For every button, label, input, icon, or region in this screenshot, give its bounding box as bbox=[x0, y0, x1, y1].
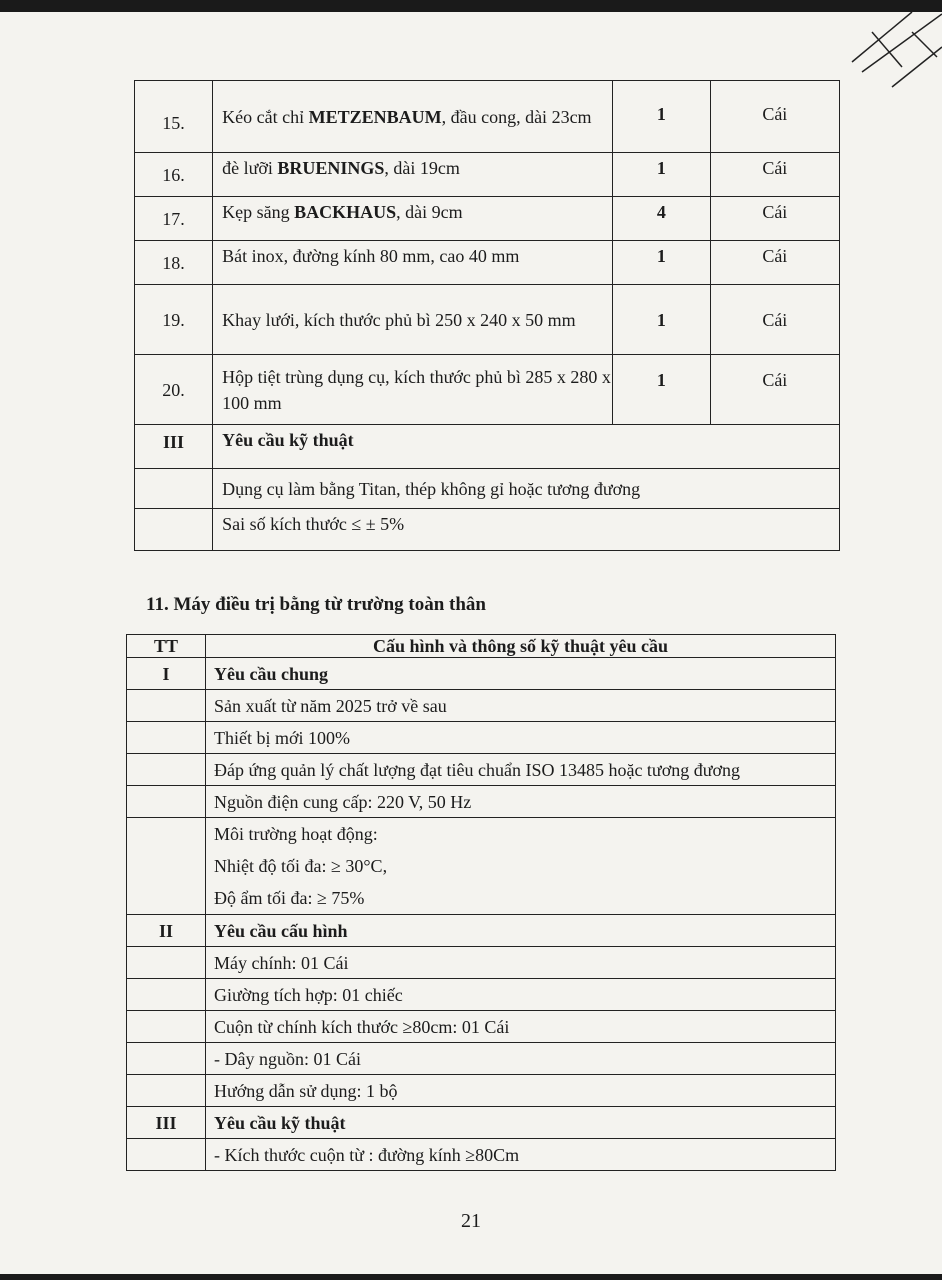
table-row bbox=[135, 355, 840, 425]
table-row bbox=[135, 241, 840, 285]
env-temperature: Nhiệt độ tối đa: ≥ 30°C, bbox=[214, 856, 388, 876]
row-number: 15. bbox=[162, 112, 185, 133]
section-row bbox=[127, 915, 836, 947]
spec-item: Nguồn điện cung cấp: 220 V, 50 Hz bbox=[206, 786, 836, 818]
column-header-no: TT bbox=[127, 635, 206, 658]
table-row bbox=[135, 285, 840, 355]
environment-spec bbox=[206, 818, 836, 915]
spec-item: - Dây nguồn: 01 Cái bbox=[206, 1043, 836, 1075]
row-quantity: 1 bbox=[613, 81, 711, 153]
table-row bbox=[135, 197, 840, 241]
row-description: Bát inox, đường kính 80 mm, cao 40 mm bbox=[213, 241, 613, 285]
table-row bbox=[127, 1043, 836, 1075]
row-quantity: 1 bbox=[613, 355, 711, 425]
row-quantity: 1 bbox=[613, 241, 711, 285]
requirement-text: Dụng cụ làm bằng Titan, thép không gỉ hoặc tương đương bbox=[213, 469, 840, 509]
spec-item: Thiết bị mới 100% bbox=[206, 722, 836, 754]
spec-item: Hướng dẫn sử dụng: 1 bộ bbox=[206, 1075, 836, 1107]
row-number: 18. bbox=[135, 241, 213, 285]
page-number: 21 bbox=[461, 1210, 481, 1232]
table-row bbox=[127, 754, 836, 786]
section-title: Yêu cầu kỹ thuật bbox=[206, 1107, 836, 1139]
document-page bbox=[0, 12, 942, 1274]
table-row bbox=[127, 1075, 836, 1107]
table-row bbox=[135, 153, 840, 197]
section-title: Yêu cầu chung bbox=[206, 658, 836, 690]
section-title: Yêu cầu kỹ thuật bbox=[213, 425, 840, 469]
table-row bbox=[127, 1011, 836, 1043]
row-description: Kéo cắt chỉ METZENBAUM, đầu cong, dài 23cm bbox=[213, 81, 613, 153]
section-number: I bbox=[127, 658, 206, 690]
section-title: Yêu cầu cấu hình bbox=[206, 915, 836, 947]
section-row bbox=[135, 425, 840, 469]
spec-item: Sản xuất từ năm 2025 trở về sau bbox=[206, 690, 836, 722]
header-row bbox=[127, 635, 836, 658]
row-description: Khay lưới, kích thước phủ bì 250 x 240 x 50 mm bbox=[213, 285, 613, 355]
row-number: 17. bbox=[135, 197, 213, 241]
table-row bbox=[135, 509, 840, 551]
row-unit: Cái bbox=[710, 355, 839, 425]
row-unit: Cái bbox=[710, 197, 839, 241]
equipment-list-table bbox=[134, 80, 840, 551]
row-description: Hộp tiệt trùng dụng cụ, kích thước phủ bì 285 x 280 x 100 mm bbox=[213, 355, 613, 425]
spec-item: Máy chính: 01 Cái bbox=[206, 947, 836, 979]
spec-item: Đáp ứng quản lý chất lượng đạt tiêu chuẩn ISO 13485 hoặc tương đương bbox=[206, 754, 836, 786]
table-row bbox=[127, 947, 836, 979]
corner-stamp-lines bbox=[842, 12, 942, 112]
row-quantity: 4 bbox=[613, 197, 711, 241]
table-row bbox=[127, 722, 836, 754]
row-unit: Cái bbox=[710, 285, 839, 355]
section-row bbox=[127, 658, 836, 690]
spec-item: Cuộn từ chính kích thước ≥80cm: 01 Cái bbox=[206, 1011, 836, 1043]
spec-item: Giường tích hợp: 01 chiếc bbox=[206, 979, 836, 1011]
spec-item: - Kích thước cuộn từ : đường kính ≥80Cm bbox=[206, 1139, 836, 1171]
table-row bbox=[127, 1139, 836, 1171]
row-quantity: 1 bbox=[613, 285, 711, 355]
section-heading: 11. Máy điều trị bằng từ trường toàn thân bbox=[146, 594, 486, 615]
table-row bbox=[127, 690, 836, 722]
table-row bbox=[127, 818, 836, 915]
column-header-desc: Cấu hình và thông số kỹ thuật yêu cầu bbox=[206, 635, 836, 658]
table-row bbox=[135, 469, 840, 509]
specification-table bbox=[126, 634, 836, 1171]
row-number: 16. bbox=[135, 153, 213, 197]
section-number: III bbox=[135, 425, 213, 469]
section-number: III bbox=[127, 1107, 206, 1139]
env-humidity: Độ ẩm tối đa: ≥ 75% bbox=[214, 888, 365, 908]
env-title: Môi trường hoạt động: bbox=[214, 824, 378, 844]
section-number: II bbox=[127, 915, 206, 947]
table-row bbox=[127, 979, 836, 1011]
row-number: 20. bbox=[135, 355, 213, 425]
row-unit: Cái bbox=[710, 81, 839, 153]
requirement-text: Sai số kích thước ≤ ± 5% bbox=[213, 509, 840, 551]
row-number: 19. bbox=[135, 285, 213, 355]
section-row bbox=[127, 1107, 836, 1139]
row-quantity: 1 bbox=[613, 153, 711, 197]
row-unit: Cái bbox=[710, 153, 839, 197]
row-description: Kẹp săng BACKHAUS, dài 9cm bbox=[213, 197, 613, 241]
row-description: đè lưỡi BRUENINGS, dài 19cm bbox=[213, 153, 613, 197]
table-row bbox=[135, 81, 840, 153]
table-row bbox=[127, 786, 836, 818]
row-unit: Cái bbox=[710, 241, 839, 285]
